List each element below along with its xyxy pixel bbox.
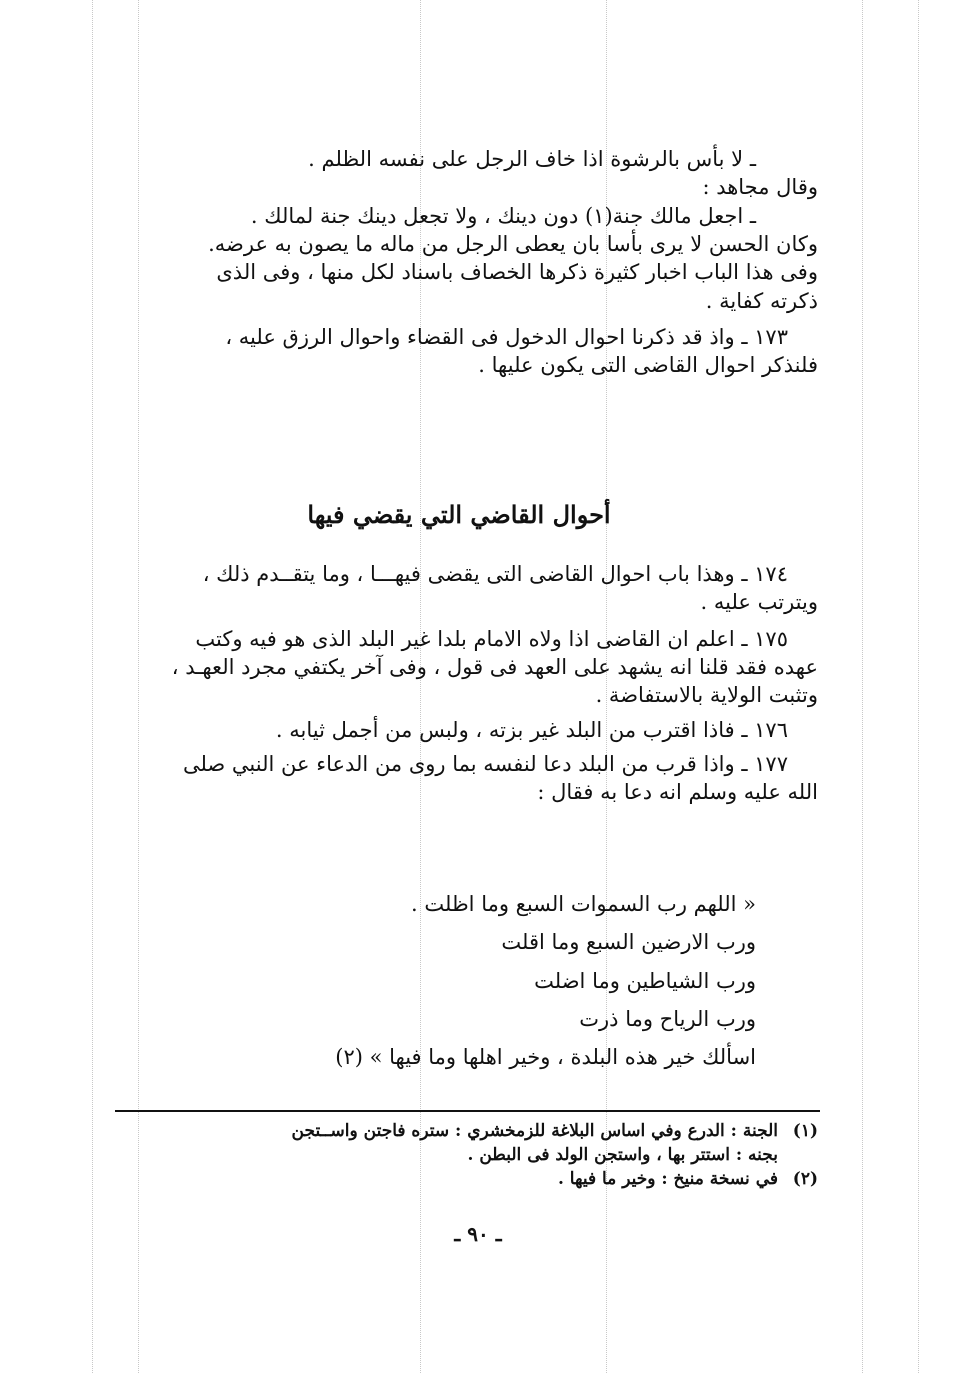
poem-line: ورب الارضين السبع وما اقلت	[501, 930, 756, 955]
text-line: ـ اجعل مالك جنة(١) دون دينك ، ولا تجعل دينك جنة لمالك .	[250, 203, 756, 228]
text-line: ـ لا بأس بالرشوة اذا خاف الرجل على نفسه الظلم .	[308, 147, 756, 171]
text-line: عهده فقد قلنا انه يشهد على العهد فى قول ، وفى آخر يكتفي مجرد العهـد ،	[171, 655, 818, 680]
text-line: ويترتب عليه .	[700, 590, 818, 615]
footnote-number: (٢)	[792, 1168, 818, 1189]
footnotes	[100, 1120, 818, 1191]
poem-line: ورب الرياح وما ذرت	[579, 1007, 756, 1032]
poem-line: ورب الشياطين وما اضلت	[534, 968, 756, 993]
scan-guide-line	[862, 0, 863, 1373]
text-line: الله عليه وسلم انه دعا به فقال :	[537, 780, 818, 805]
text-line: ١٧٦ ـ فاذا اقترب من البلد غير بزته ، ولبس من أجمل ثيابه .	[275, 717, 788, 742]
text-line: ١٧٣ ـ واذ قد ذكرنا احوال الدخول فى القضاء واحوال الرزق عليه ،	[225, 325, 788, 350]
scan-guide-line	[92, 0, 93, 1373]
text-line: وتثبت الولاية بالاستفاضة .	[595, 683, 818, 708]
text-line: ١٧٧ ـ واذا قرب من البلد دعا لنفسه بما روى من الدعاء عن النبي صلى	[182, 752, 788, 777]
footnote-2	[100, 1168, 818, 1192]
text-line: وقال مجاهد :	[702, 175, 818, 200]
text-line: فلنذكر احوال القاضى التى يكون عليها .	[478, 353, 818, 378]
poem-line: « اللهم رب السموات السبع وما اظلت .	[411, 892, 756, 916]
body-text-bottom	[100, 560, 818, 807]
text-line: وفى هذا الباب اخبار كثيرة ذكرها الخصاف باسناد لكل منها ، وفى الذى	[216, 260, 818, 285]
footnote-text: الجنة : الدرع وفي اساس البلاغة للزمخشري : ستره فاجتن واســتجن	[291, 1121, 778, 1141]
text-line: ١٧٤ ـ وهذا باب احوال القاضى التى يقضى فيهـــا ، وما يتقــدم ذلك ،	[202, 562, 788, 586]
page-number: ـ ٩٠ ـ	[454, 1222, 502, 1246]
footnote-1	[100, 1120, 818, 1144]
text-line: ١٧٥ ـ اعلم ان القاضى اذا ولاه الامام بلدا غير البلد الذى هو فيه وكتب	[195, 626, 788, 651]
footnote-number: (١)	[792, 1121, 818, 1141]
scan-guide-line	[918, 0, 919, 1373]
footnote-continuation: بجنه : استتر بها ، واستجن الولد فى البطن .	[467, 1144, 778, 1165]
poem-line: اسألك خير هذه البلدة ، وخير اهلها وما فيها » (٢)	[335, 1045, 756, 1070]
supplication-text	[236, 890, 756, 1072]
text-line: وكان الحسن لا يرى بأسا بان يعطى الرجل من ماله ما يصون به عرضه.	[208, 232, 818, 257]
footnote-text: في نسخة منيخ : وخير ما فيها .	[557, 1168, 778, 1189]
section-heading: أحوال القاضي التي يقضي فيها	[307, 500, 611, 529]
body-text-top	[100, 145, 818, 380]
footnote-divider	[115, 1110, 820, 1112]
text-line: ذكرته كفاية .	[705, 288, 818, 313]
